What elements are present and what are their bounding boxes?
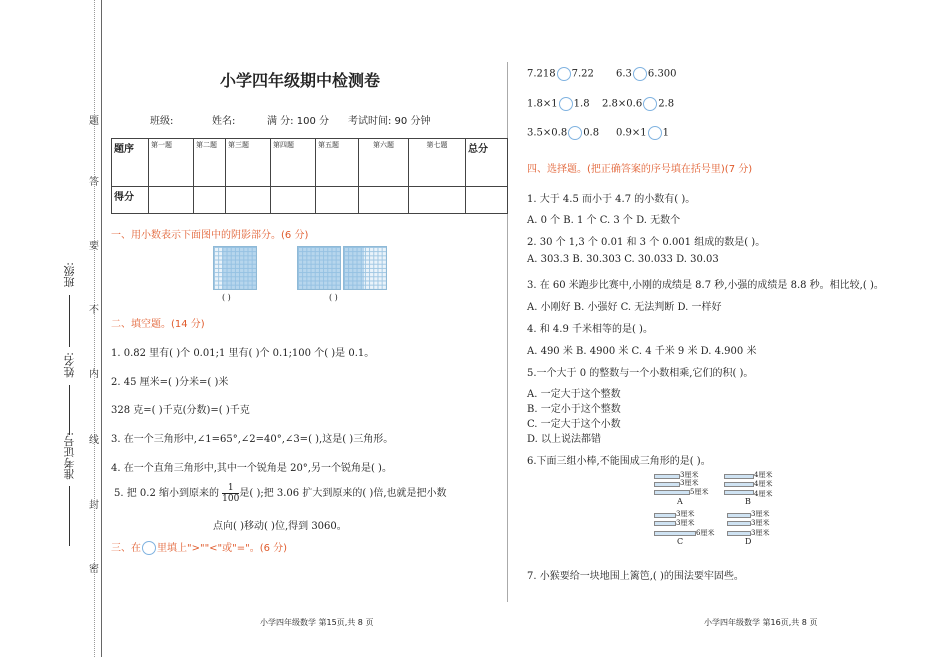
section-1-title: 一、用小数表示下面图中的阴影部分。(6 分) bbox=[111, 230, 309, 241]
compare-circle-icon[interactable] bbox=[633, 67, 647, 81]
choice-options-3: A. 小刚好 B. 小强好 C. 无法判断 D. 一样好 bbox=[527, 302, 722, 313]
grid-shaded-area bbox=[222, 247, 256, 289]
choice-options-1: A. 0 个 B. 1 个 C. 3 个 D. 无数个 bbox=[527, 215, 681, 226]
stick-label: 3厘米 bbox=[751, 529, 770, 537]
compare-right: 6.300 bbox=[647, 68, 677, 80]
choice-option-5c: C. 一定大于这个小数 bbox=[527, 419, 621, 430]
grid-shaded-area bbox=[298, 247, 340, 289]
name-field-label: 姓名: bbox=[63, 352, 76, 378]
stick bbox=[724, 474, 754, 479]
fraction-denominator: 100 bbox=[222, 494, 240, 504]
gutter-char: 不 bbox=[89, 305, 99, 316]
compare-circle-icon bbox=[142, 541, 156, 555]
compare-circle-icon[interactable] bbox=[648, 126, 662, 140]
gutter-char: 线 bbox=[89, 435, 99, 446]
decimal-grid-2b bbox=[343, 246, 387, 290]
compare-item-5 bbox=[527, 126, 599, 140]
compare-item-6 bbox=[616, 126, 669, 140]
score-cell[interactable] bbox=[271, 187, 316, 214]
decimal-grid-1 bbox=[213, 246, 257, 290]
score-cell[interactable] bbox=[316, 187, 359, 214]
stick bbox=[727, 531, 751, 536]
stick-label: 3厘米 bbox=[680, 479, 699, 487]
choice-question-1: 1. 大于 4.5 而小于 4.7 的小数有( )。 bbox=[527, 194, 696, 205]
section-4-title: 四、选择题。(把正确答案的序号填在括号里)(7 分) bbox=[527, 164, 753, 175]
fraction bbox=[222, 483, 239, 504]
stick bbox=[654, 490, 690, 495]
class-label: 班级: bbox=[150, 116, 174, 127]
stick bbox=[654, 474, 680, 479]
name-field-line[interactable] bbox=[69, 385, 70, 435]
stick bbox=[654, 513, 676, 518]
stick-label: 4厘米 bbox=[754, 471, 773, 479]
exam-title: 小学四年级期中检测卷 bbox=[219, 71, 380, 90]
score-col: 第二题 bbox=[194, 139, 226, 187]
score-cell[interactable] bbox=[409, 187, 466, 214]
stick-label: 3厘米 bbox=[680, 471, 699, 479]
gutter-char: 要 bbox=[89, 241, 99, 252]
compare-circle-icon[interactable] bbox=[557, 67, 571, 81]
compare-item-1 bbox=[527, 67, 594, 81]
fraction-numerator: 1 bbox=[222, 483, 239, 494]
stick-label: 3厘米 bbox=[676, 510, 695, 518]
score-col: 第七题 bbox=[409, 139, 466, 187]
compare-left: 3.5×0.8 bbox=[527, 127, 568, 139]
class-field-line[interactable] bbox=[69, 295, 70, 347]
compare-left: 6.3 bbox=[616, 68, 632, 80]
stick bbox=[654, 531, 696, 536]
stick bbox=[724, 482, 754, 487]
compare-circle-icon[interactable] bbox=[643, 97, 657, 111]
compare-right: 0.8 bbox=[583, 127, 600, 139]
score-col: 第一题 bbox=[149, 139, 194, 187]
stick-label: 3厘米 bbox=[676, 519, 695, 527]
stick-label: 3厘米 bbox=[751, 519, 770, 527]
fill-question-5-part2: 是( );把 3.06 扩大到原来的( )倍,也就是把小数 bbox=[239, 488, 447, 499]
section-3-title-part1: 三、在 bbox=[111, 543, 141, 554]
choice-options-2: A. 303.3 B. 30.303 C. 30.033 D. 30.03 bbox=[527, 254, 719, 265]
exam-id-field-label: 准考证号: bbox=[63, 432, 76, 480]
compare-item-3 bbox=[527, 97, 590, 111]
section-3-title-part2: 里填上">""<"或"="。(6 分) bbox=[157, 543, 288, 554]
score-cell[interactable] bbox=[466, 187, 508, 214]
choice-question-6: 6.下面三组小棒,不能围成三角形的是( )。 bbox=[527, 456, 711, 467]
section-3-title bbox=[111, 539, 287, 555]
stick-label: 4厘米 bbox=[754, 480, 773, 488]
binding-dotted-line bbox=[94, 0, 95, 657]
score-cell[interactable] bbox=[194, 187, 226, 214]
compare-left: 0.9×1 bbox=[616, 127, 647, 139]
class-field-label: 班级: bbox=[63, 262, 76, 288]
fill-question-2: 2. 45 厘米=( )分米=( )米 bbox=[111, 377, 229, 388]
group-label-d: D bbox=[745, 537, 752, 546]
compare-right: 1.8 bbox=[573, 98, 590, 110]
choice-options-4: A. 490 米 B. 4900 米 C. 4 千米 9 米 D. 4.900 米 bbox=[527, 346, 757, 357]
fill-question-5-cont: 点向( )移动( )位,得到 3060。 bbox=[213, 521, 347, 532]
footer-left: 小学四年级数学 第15页,共 8 页 bbox=[260, 618, 374, 627]
compare-circle-icon[interactable] bbox=[559, 97, 573, 111]
score-table bbox=[111, 138, 508, 214]
compare-circle-icon[interactable] bbox=[568, 126, 582, 140]
gutter-char: 内 bbox=[89, 369, 99, 380]
section-2-title: 二、填空题。(14 分) bbox=[111, 319, 205, 330]
choice-question-4: 4. 和 4.9 千米相等的是( )。 bbox=[527, 324, 653, 335]
fill-question-2b: 328 克=( )千克(分数)=( )千克 bbox=[111, 405, 250, 416]
full-score-text: 满 分: 100 分 bbox=[267, 116, 329, 127]
group-label-a: A bbox=[677, 497, 683, 506]
stick-label: 4厘米 bbox=[754, 490, 773, 498]
gutter-char: 答 bbox=[89, 177, 99, 188]
fill-question-4: 4. 在一个直角三角形中,其中一个锐角是 20°,另一个锐角是( )。 bbox=[111, 463, 392, 474]
fill-question-5-part1: 5. 把 0.2 缩小到原来的 bbox=[114, 488, 219, 499]
score-col: 第五题 bbox=[316, 139, 359, 187]
gutter-char: 题 bbox=[89, 116, 99, 127]
fill-question-3: 3. 在一个三角形中,∠1=65°,∠2=40°,∠3=( ),这是( )三角形。 bbox=[111, 434, 394, 445]
score-cell[interactable] bbox=[226, 187, 271, 214]
score-table-header: 题序 bbox=[112, 139, 149, 187]
compare-right: 2.8 bbox=[658, 98, 675, 110]
compare-item-4 bbox=[602, 97, 674, 111]
answer-blank-1[interactable]: ( ) bbox=[222, 293, 231, 302]
stick-label: 6厘米 bbox=[696, 529, 715, 537]
score-col: 第四题 bbox=[271, 139, 316, 187]
compare-item-2 bbox=[616, 67, 677, 81]
gutter-char: 封 bbox=[89, 500, 99, 511]
gutter-char: 密 bbox=[89, 564, 99, 575]
compare-left: 1.8×1 bbox=[527, 98, 558, 110]
fill-question-1: 1. 0.82 里有( )个 0.01;1 里有( )个 0.1;100 个( )是 0.1。 bbox=[111, 348, 375, 359]
choice-question-5: 5.一个大于 0 的整数与一个小数相乘,它们的积( )。 bbox=[527, 368, 754, 379]
score-total-header: 总分 bbox=[466, 139, 508, 187]
name-label: 姓名: bbox=[212, 116, 236, 127]
score-col: 第三题 bbox=[226, 139, 271, 187]
exam-time-text: 考试时间: 90 分钟 bbox=[348, 116, 431, 127]
footer-right: 小学四年级数学 第16页,共 8 页 bbox=[704, 618, 818, 627]
stick bbox=[727, 513, 751, 518]
choice-option-5a: A. 一定大于这个整数 bbox=[527, 389, 621, 400]
stick-label: 3厘米 bbox=[751, 510, 770, 518]
exam-id-field-line[interactable] bbox=[69, 486, 70, 546]
grid-shaded-area bbox=[344, 247, 364, 289]
score-row-header: 得分 bbox=[112, 187, 149, 214]
choice-question-7: 7. 小猴要给一块地围上篱笆,( )的围法要牢固些。 bbox=[527, 571, 744, 582]
group-label-c: C bbox=[677, 537, 684, 546]
choice-question-2: 2. 30 个 1,3 个 0.01 和 3 个 0.001 组成的数是( )。 bbox=[527, 237, 766, 248]
score-cell[interactable] bbox=[359, 187, 409, 214]
fill-question-5 bbox=[114, 482, 447, 506]
stick bbox=[654, 521, 676, 526]
stick-label: 5厘米 bbox=[690, 488, 709, 496]
group-label-b: B bbox=[745, 497, 751, 506]
score-cell[interactable] bbox=[149, 187, 194, 214]
decimal-grid-2a bbox=[297, 246, 341, 290]
stick bbox=[727, 521, 751, 526]
stick bbox=[724, 490, 754, 495]
compare-right: 1 bbox=[662, 127, 670, 139]
compare-right: 7.22 bbox=[571, 68, 594, 80]
stick bbox=[654, 482, 680, 487]
compare-left: 2.8×0.6 bbox=[602, 98, 643, 110]
answer-blank-2[interactable]: ( ) bbox=[329, 293, 338, 302]
choice-option-5d: D. 以上说法都错 bbox=[527, 434, 602, 445]
score-col: 第六题 bbox=[359, 139, 409, 187]
binding-solid-line bbox=[101, 0, 102, 657]
compare-left: 7.218 bbox=[527, 68, 556, 80]
choice-option-5b: B. 一定小于这个整数 bbox=[527, 404, 621, 415]
choice-question-3: 3. 在 60 米跑步比赛中,小刚的成绩是 8.7 秒,小强的成绩是 8.8 秒。相比较,( )。 bbox=[527, 280, 884, 291]
